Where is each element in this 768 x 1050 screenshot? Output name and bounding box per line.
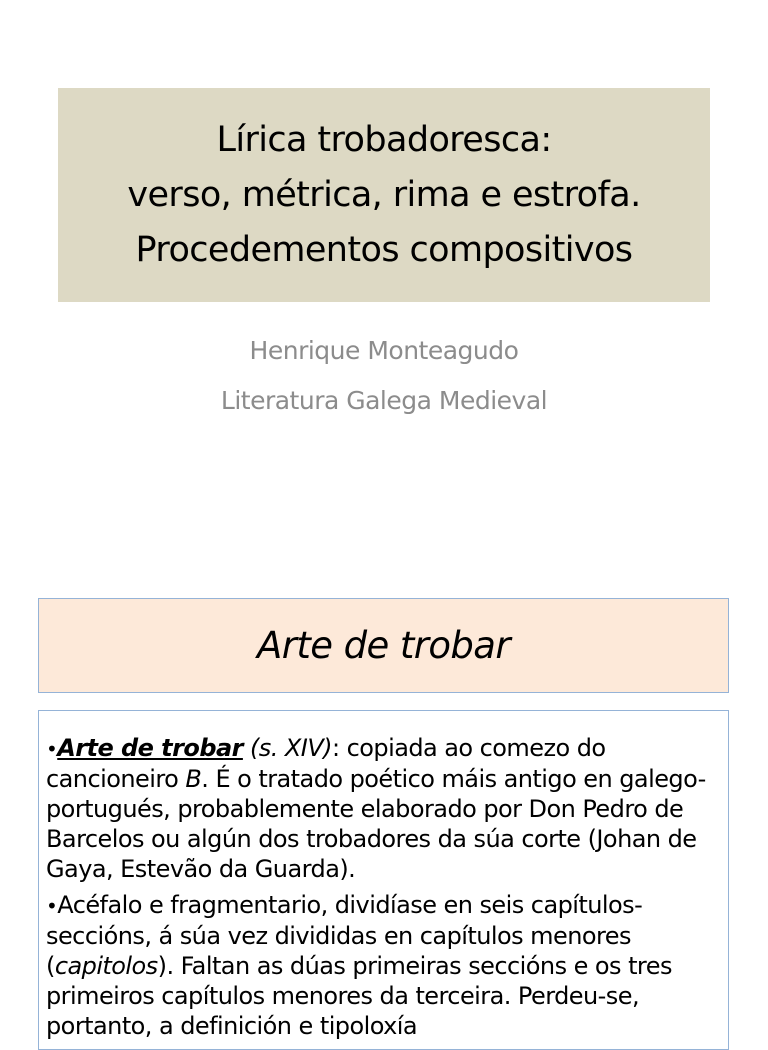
para1-text-b: . É o tratado poético máis antigo en galego-portugués, probablemente elaborado por Don Pedro de Barcelos ou algún dos trobadores da súa corte (Johan de Gaya, Estevão da Guarda). <box>46 765 706 883</box>
para2-text-a: Acéfalo e fragmentario, dividíase en seis capítulos-seccións, á súa vez divididas en capítulos menores ( <box>46 891 643 980</box>
slide2-body-box <box>38 710 729 1050</box>
term-capitolos: capitolos <box>54 952 158 980</box>
manuscript-label: B <box>185 765 202 793</box>
term-arte-de-trobar: Arte de trobar <box>57 734 243 762</box>
slide1-title-line-1: Lírica trobadoresca: <box>216 119 552 160</box>
para1-text-a: : copiada ao comezo do cancioneiro <box>46 734 606 793</box>
bullet-marker: • <box>46 894 58 918</box>
para2-text-b: ). Faltan as dúas primeiras seccións e os tres primeiros capítulos menores da terceira. Perdeu-se, portanto, a definición e tipoloxía <box>46 952 672 1040</box>
slide1-title-line-2: verso, métrica, rima e estrofa. <box>127 174 641 215</box>
bullet-marker: • <box>46 737 58 761</box>
course-name: Literatura Galega Medieval <box>220 386 548 415</box>
slide1-title-box <box>58 88 710 302</box>
date-label: (s. XIV) <box>242 734 332 762</box>
author-name: Henrique Monteagudo <box>249 336 519 365</box>
slide2-title-box <box>38 598 729 693</box>
slide1-title-line-3: Procedementos compositivos <box>135 229 633 270</box>
slide2-title: Arte de trobar <box>257 624 510 667</box>
bullet-paragraph-2 <box>46 890 722 1041</box>
bullet-paragraph-1 <box>46 733 722 884</box>
